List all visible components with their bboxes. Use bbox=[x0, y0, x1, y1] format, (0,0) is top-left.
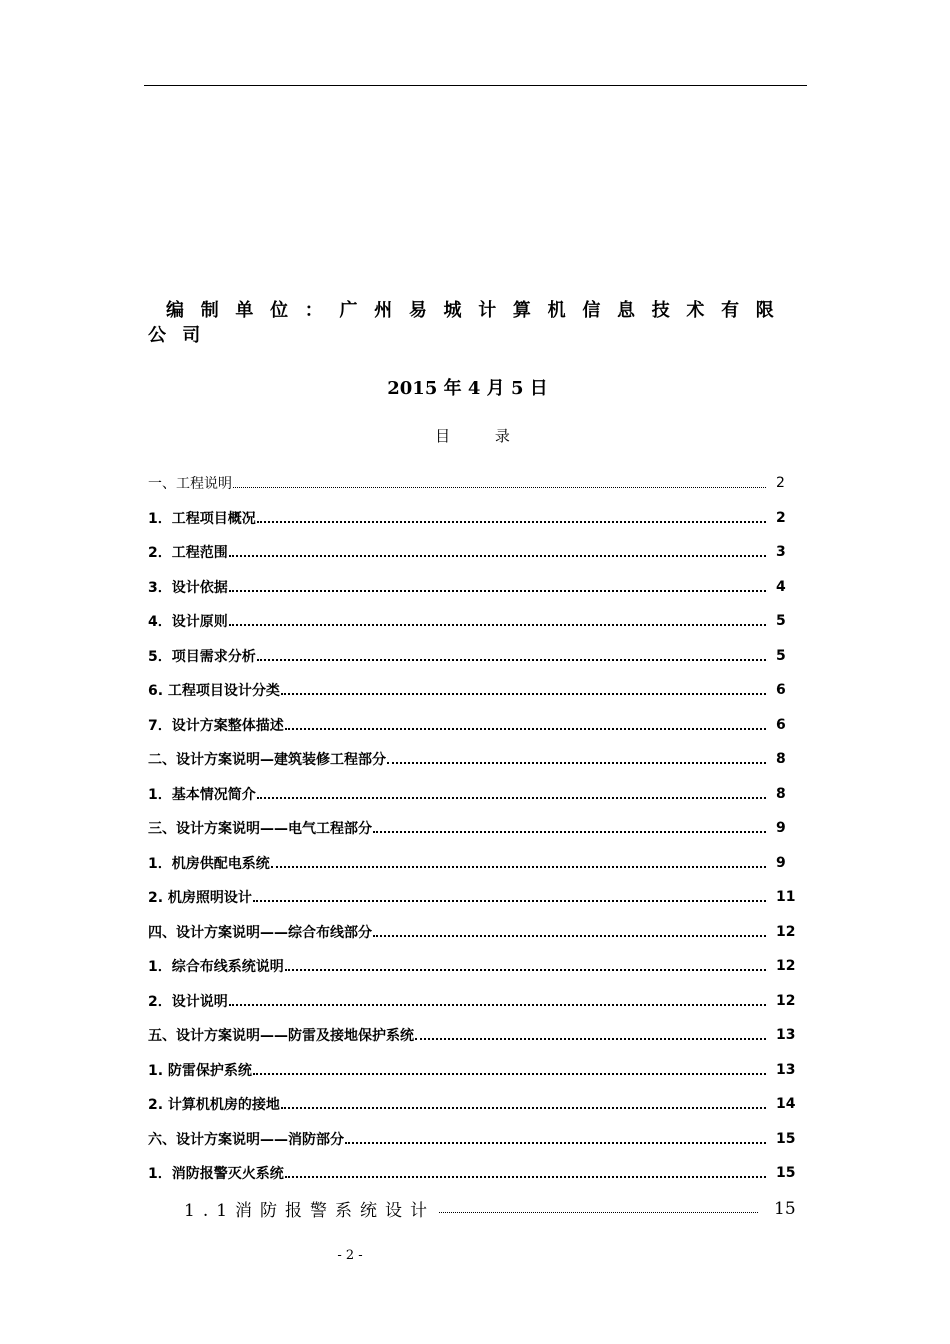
toc-entry[interactable] bbox=[148, 1087, 804, 1122]
toc-entry-label: 1. 防雷保护系统 bbox=[148, 1062, 252, 1079]
toc-leader-dots bbox=[373, 817, 766, 833]
toc-entry[interactable] bbox=[148, 949, 804, 984]
toc-entry[interactable] bbox=[184, 1191, 804, 1227]
toc-entry-label: 2. 计算机机房的接地 bbox=[148, 1097, 280, 1114]
toc-entry[interactable] bbox=[148, 501, 804, 536]
toc-entry[interactable] bbox=[148, 535, 804, 570]
toc-leader-dots bbox=[257, 507, 766, 523]
toc-entry-label: 2．设计说明 bbox=[148, 993, 228, 1010]
toc-entry-label: 三、设计方案说明——电气工程部分 bbox=[148, 821, 372, 838]
toc-entry[interactable] bbox=[148, 811, 804, 846]
toc-entry-page: 2 bbox=[776, 475, 785, 492]
toc-leader-dots bbox=[233, 473, 766, 488]
toc-leader-dots bbox=[229, 990, 766, 1006]
toc-entry-label: 1．工程项目概况 bbox=[148, 510, 256, 527]
toc-title: 目 录 bbox=[435, 427, 510, 445]
toc-entry-page: 3 bbox=[776, 544, 786, 561]
toc-entry[interactable] bbox=[148, 604, 804, 639]
toc-entry-label: 1．消防报警灭火系统 bbox=[148, 1166, 284, 1183]
toc-entry-page: 15 bbox=[776, 1130, 796, 1147]
toc-entry-page: 12 bbox=[776, 992, 796, 1009]
toc-leader-dots bbox=[257, 645, 766, 661]
toc-leader-dots bbox=[253, 886, 766, 902]
toc-leader-dots bbox=[281, 1093, 766, 1109]
toc-entry-page: 15 bbox=[774, 1198, 796, 1219]
toc-leader-dots bbox=[439, 1198, 758, 1213]
toc-entry-label: 六、设计方案说明——消防部分 bbox=[148, 1131, 344, 1148]
toc-entry-label: 1．综合布线系统说明 bbox=[148, 959, 284, 976]
header-rule bbox=[144, 85, 807, 86]
toc-entry[interactable] bbox=[148, 777, 804, 812]
toc-entry[interactable] bbox=[148, 708, 804, 743]
toc-entry-label: 一、工程说明 bbox=[148, 476, 232, 493]
toc-entry-page: 8 bbox=[776, 785, 786, 802]
toc-entry-page: 6 bbox=[776, 716, 786, 733]
toc-entry-page: 9 bbox=[776, 820, 786, 837]
toc-leader-dots bbox=[387, 748, 766, 764]
toc-leader-dots bbox=[229, 576, 766, 592]
toc-entry-label: 1.1消防报警系统设计 bbox=[184, 1201, 436, 1221]
organization-line: 编制单位：广州易城计算机信息技术有限公司 bbox=[148, 300, 790, 346]
toc-leader-dots bbox=[285, 955, 766, 971]
table-of-contents bbox=[148, 466, 804, 1227]
toc-entry[interactable] bbox=[148, 673, 804, 708]
toc-entry-page: 14 bbox=[776, 1096, 796, 1113]
toc-entry-label: 五、设计方案说明——防雷及接地保护系统 bbox=[148, 1028, 414, 1045]
toc-entry[interactable] bbox=[148, 846, 804, 881]
toc-leader-dots bbox=[281, 679, 766, 695]
toc-entry-page: 8 bbox=[776, 751, 786, 768]
toc-leader-dots bbox=[229, 610, 766, 626]
toc-entry[interactable] bbox=[148, 742, 804, 777]
toc-entry-page: 5 bbox=[776, 613, 786, 630]
toc-entry-page: 12 bbox=[776, 958, 796, 975]
toc-leader-dots bbox=[253, 1059, 766, 1075]
page-number: - 2 - bbox=[337, 1248, 363, 1263]
toc-entry-page: 5 bbox=[776, 647, 786, 664]
document-date: 2015 年 4 月 5 日 bbox=[387, 378, 548, 399]
toc-entry[interactable] bbox=[148, 1156, 804, 1191]
toc-entry[interactable] bbox=[148, 880, 804, 915]
toc-entry-page: 4 bbox=[776, 578, 786, 595]
toc-entry-label: 5．项目需求分析 bbox=[148, 648, 256, 665]
toc-leader-dots bbox=[373, 921, 766, 937]
toc-entry-page: 6 bbox=[776, 682, 786, 699]
toc-entry[interactable] bbox=[148, 570, 804, 605]
toc-leader-dots bbox=[285, 1162, 766, 1178]
toc-entry-page: 11 bbox=[776, 889, 796, 906]
toc-leader-dots bbox=[415, 1024, 766, 1040]
toc-entry-label: 1．机房供配电系统 bbox=[148, 855, 270, 872]
toc-entry-label: 4．设计原则 bbox=[148, 614, 228, 631]
toc-entry[interactable] bbox=[148, 915, 804, 950]
toc-entry-page: 13 bbox=[776, 1027, 796, 1044]
toc-entry[interactable] bbox=[148, 1122, 804, 1157]
toc-entry-label: 6. 工程项目设计分类 bbox=[148, 683, 280, 700]
toc-leader-dots bbox=[345, 1128, 766, 1144]
toc-entry-label: 7．设计方案整体描述 bbox=[148, 717, 284, 734]
toc-entry-page: 12 bbox=[776, 923, 796, 940]
toc-leader-dots bbox=[257, 783, 766, 799]
toc-entry-page: 15 bbox=[776, 1165, 796, 1182]
toc-entry[interactable] bbox=[148, 1053, 804, 1088]
toc-entry-page: 2 bbox=[776, 509, 786, 526]
toc-entry-page: 13 bbox=[776, 1061, 796, 1078]
toc-entry[interactable] bbox=[148, 1018, 804, 1053]
toc-entry-label: 四、设计方案说明——综合布线部分 bbox=[148, 924, 372, 941]
toc-entry-label: 二、设计方案说明—建筑装修工程部分 bbox=[148, 752, 386, 769]
toc-entry[interactable] bbox=[148, 984, 804, 1019]
toc-entry-page: 9 bbox=[776, 854, 786, 871]
toc-leader-dots bbox=[229, 541, 766, 557]
toc-leader-dots bbox=[285, 714, 766, 730]
toc-entry-label: 2．工程范围 bbox=[148, 545, 228, 562]
toc-entry-label: 3．设计依据 bbox=[148, 579, 228, 596]
toc-entry-label: 2. 机房照明设计 bbox=[148, 890, 252, 907]
toc-entry[interactable] bbox=[148, 466, 804, 501]
toc-entry[interactable] bbox=[148, 639, 804, 674]
toc-leader-dots bbox=[271, 852, 766, 868]
toc-entry-label: 1．基本情况简介 bbox=[148, 786, 256, 803]
